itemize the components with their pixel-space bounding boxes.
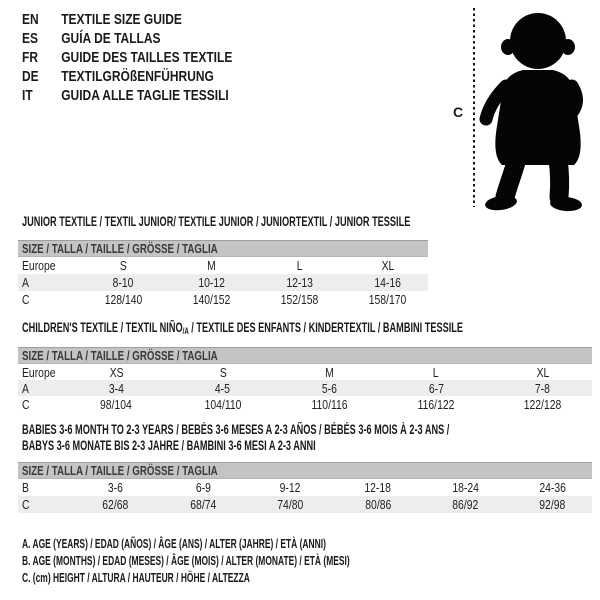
lang-label: GUIDE DES TAILLES TEXTILE [61, 49, 233, 66]
value-cell: 86/92 [452, 497, 479, 512]
value-cell: 4-5 [215, 380, 231, 396]
table-row-age [18, 274, 428, 291]
value-cell: 3-6 [108, 480, 124, 495]
value-cell: S [119, 258, 127, 273]
value-cell: XL [536, 364, 550, 380]
table-row-height [18, 291, 428, 308]
section-title-line2: BABYS 3-6 MONATE BIS 2-3 JAHRE / BAMBINI 3-6 MESI A 2-3 ANNI [22, 438, 316, 453]
value-cell: 6-9 [195, 480, 211, 495]
row-label-cell: B [22, 480, 29, 495]
value-cell: 9-12 [280, 480, 301, 495]
language-title-block [22, 10, 232, 105]
value-cell: M [325, 364, 334, 380]
lang-row-en [22, 10, 232, 29]
lang-label: TEXTILE SIZE GUIDE [61, 11, 182, 28]
section-title-babies [22, 422, 600, 454]
value-cell: XL [381, 258, 395, 273]
row-label-cell: C [22, 396, 30, 412]
value-cell: 62/68 [102, 497, 129, 512]
value-cell: 104/110 [204, 396, 242, 412]
row-label-cell: C [22, 292, 30, 307]
value-cell: 14-16 [374, 275, 402, 290]
value-cell: 12-18 [364, 480, 392, 495]
value-cell: M [207, 258, 216, 273]
size-header-text: SIZE / TALLA / TAILLE / GRÖSSE / TAGLIA [22, 348, 218, 363]
lang-code: IT [22, 87, 33, 104]
value-cell: L [433, 364, 439, 380]
lang-code: ES [22, 30, 39, 47]
lang-label: GUIDA ALLE TAGLIE TESSILI [61, 87, 229, 104]
value-cell: 152/158 [280, 292, 319, 307]
value-cell: 24-36 [539, 480, 566, 495]
lang-row-fr [22, 48, 232, 67]
lang-code: DE [22, 68, 39, 85]
lang-row-it [22, 86, 232, 105]
height-dashed-line [473, 8, 475, 207]
value-cell: 122/128 [523, 396, 562, 412]
row-label-cell: A [22, 380, 29, 396]
subscript-a: /A [182, 326, 189, 336]
value-cell: XS [109, 364, 124, 380]
value-cell: 80/86 [364, 497, 391, 512]
lang-label: GUÍA DE TALLAS [61, 30, 161, 47]
row-label-cell: C [22, 497, 30, 512]
table-row-age [18, 380, 592, 396]
lang-code: EN [22, 11, 39, 28]
value-cell: 140/152 [192, 292, 231, 307]
value-cell: 98/104 [100, 396, 133, 412]
table-row-height [18, 396, 592, 412]
baby-silhouette-icon [479, 4, 597, 212]
row-label-cell: A [22, 275, 29, 290]
footnotes-block [22, 536, 526, 587]
size-header-band [18, 462, 592, 479]
value-cell: 158/170 [369, 292, 407, 307]
footnote-c: C. (cm) HEIGHT / ALTURA / HAUTEUR / HÖHE / ALTEZZA [22, 570, 250, 585]
height-label-c: C [453, 104, 464, 120]
value-cell: 10-12 [198, 275, 225, 290]
table-row-height [18, 496, 592, 513]
children-size-table [18, 347, 592, 412]
lang-row-es [22, 29, 232, 48]
value-cell: 3-4 [108, 380, 124, 396]
row-label-cell: Europe [22, 258, 56, 273]
size-header-band [18, 240, 428, 257]
table-row-months [18, 479, 592, 496]
table-row-europe [18, 364, 592, 380]
table-row-europe [18, 257, 428, 274]
lang-label: TEXTILGRÖßENFÜHRUNG [61, 68, 214, 85]
value-cell: 18-24 [451, 480, 479, 495]
value-cell: 92/98 [539, 497, 566, 512]
section-title-text: JUNIOR TEXTILE / TEXTIL JUNIOR/ TEXTILE JUNIOR / JUNIORTEXTIL / JUNIOR TESSILE [22, 214, 411, 229]
value-cell: 110/116 [311, 396, 348, 412]
value-cell: 68/74 [190, 497, 217, 512]
section-title-line1: BABIES 3-6 MONTH TO 2-3 YEARS / BEBÉS 3-6 MESES A 2-3 AÑOS / BÉBÉS 3-6 MOIS À 2-3 ANS / [22, 422, 450, 437]
section-title-junior [22, 214, 593, 230]
size-header-text: SIZE / TALLA / TAILLE / GRÖSSE / TAGLIA [22, 463, 218, 478]
value-cell: 8-10 [112, 275, 134, 290]
value-cell: 116/122 [417, 396, 455, 412]
value-cell: 7-8 [535, 380, 551, 396]
value-cell: S [219, 364, 227, 380]
footnote-a: A. AGE (YEARS) / EDAD (AÑOS) / ÂGE (ANS) / ALTER (JAHRE) / ETÀ (ANNI) [22, 536, 326, 551]
footnote-b: B. AGE (MONTHS) / EDAD (MESES) / ÂGE (MOIS) / ALTER (MONATE) / ETÀ (MESI) [22, 553, 350, 568]
junior-size-table [18, 240, 428, 308]
value-cell: 74/80 [277, 497, 304, 512]
row-label-cell: Europe [22, 364, 56, 380]
size-header-text: SIZE / TALLA / TAILLE / GRÖSSE / TAGLIA [22, 241, 218, 256]
babies-size-table [18, 462, 592, 513]
value-cell: 12-13 [286, 275, 313, 290]
value-cell: 5-6 [321, 380, 337, 396]
value-cell: 6-7 [428, 380, 444, 396]
lang-code: FR [22, 49, 38, 66]
section-title-children [22, 320, 600, 337]
size-header-band [18, 347, 592, 364]
value-cell: 128/140 [104, 292, 142, 307]
value-cell: L [296, 258, 303, 273]
lang-row-de [22, 67, 232, 86]
section-title-text: CHILDREN'S TEXTILE / TEXTIL NIÑO/A / TEXTILE DES ENFANTS / KINDERTEXTIL / BAMBINI TESSILE [22, 320, 464, 336]
